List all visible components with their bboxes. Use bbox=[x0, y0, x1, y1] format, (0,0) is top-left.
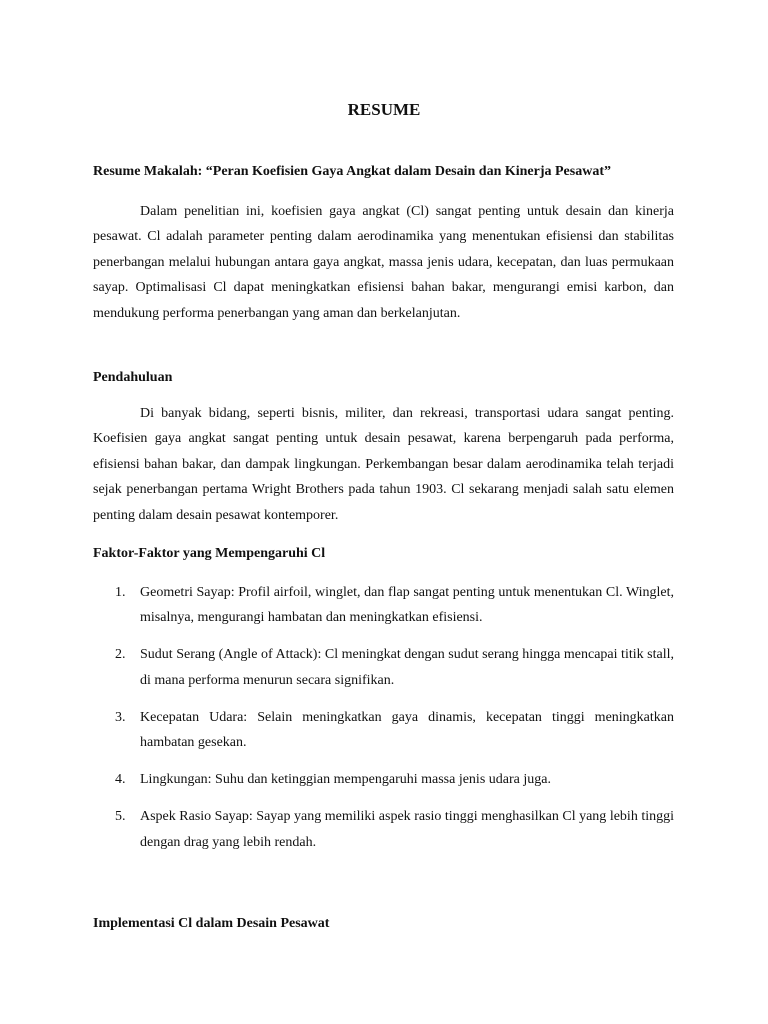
list-item bbox=[93, 705, 674, 756]
intro-paragraph: Dalam penelitian ini, koefisien gaya angkat (Cl) sangat penting untuk desain dan kinerja pesawat. Cl adalah parameter penting dalam aerodinamika yang menentukan efisiensi dan stabilitas penerbangan melalui hubungan antara gaya angkat, massa jenis udara, kecepatan, dan luas permukaan sayap. Optimalisasi Cl dapat meningkatkan efisiensi bahan bakar, mengurangi emisi karbon, dan mendukung performa penerbangan yang aman dan berkelanjutan. bbox=[93, 204, 674, 321]
pendahuluan-paragraph: Di banyak bidang, seperti bisnis, militer, dan rekreasi, transportasi udara sangat penting. Koefisien gaya angkat sangat penting untuk desain pesawat, karena berpengaruh pada performa, efisiensi bahan bakar, dan dampak lingkungan. Perkembangan besar dalam aerodinamika telah terjadi sejak penerbangan pertama Wright Brothers pada tahun 1903. Cl sekarang menjadi salah satu elemen penting dalam desain pesawat kontemporer. bbox=[93, 406, 674, 523]
list-item-text: Lingkungan: Suhu dan ketinggian mempengaruhi massa jenis udara juga. bbox=[140, 772, 551, 788]
list-item-number: 1. bbox=[115, 585, 126, 600]
list-item-text: Aspek Rasio Sayap: Sayap yang memiliki aspek rasio tinggi menghasilkan Cl yang lebih tinggi dengan drag yang lebih rendah. bbox=[140, 809, 674, 850]
list-item-number: 3. bbox=[115, 709, 126, 725]
section-heading-implementasi: Implementasi Cl dalam Desain Pesawat bbox=[93, 916, 330, 931]
list-item-text: Geometri Sayap: Profil airfoil, winglet, dan flap sangat penting untuk menentukan Cl. Winglet, misalnya, mengurangi hambatan dan meningkatkan efisiensi. bbox=[140, 585, 674, 626]
list-item-text: Kecepatan Udara: Selain meningkatkan gaya dinamis, kecepatan tinggi meningkatkan hambatan gesekan. bbox=[140, 709, 674, 751]
list-item-number: 4. bbox=[115, 772, 126, 788]
section-heading-faktor: Faktor-Faktor yang Mempengaruhi Cl bbox=[93, 546, 326, 561]
list-item-number: 2. bbox=[115, 647, 126, 663]
resume-subtitle: Resume Makalah: “Peran Koefisien Gaya Angkat dalam Desain dan Kinerja Pesawat” bbox=[93, 164, 611, 179]
section-heading-pendahuluan: Pendahuluan bbox=[93, 370, 173, 385]
list-item-number: 5. bbox=[115, 809, 126, 825]
list-item bbox=[93, 580, 674, 631]
list-item bbox=[93, 804, 674, 855]
list-item-text: Sudut Serang (Angle of Attack): Cl meningkat dengan sudut serang hingga mencapai titik stall, di mana performa menurun secara signifikan. bbox=[140, 647, 674, 688]
document-title: RESUME bbox=[347, 100, 421, 119]
list-item bbox=[93, 767, 674, 792]
list-item bbox=[93, 642, 674, 693]
factor-list bbox=[93, 580, 674, 867]
